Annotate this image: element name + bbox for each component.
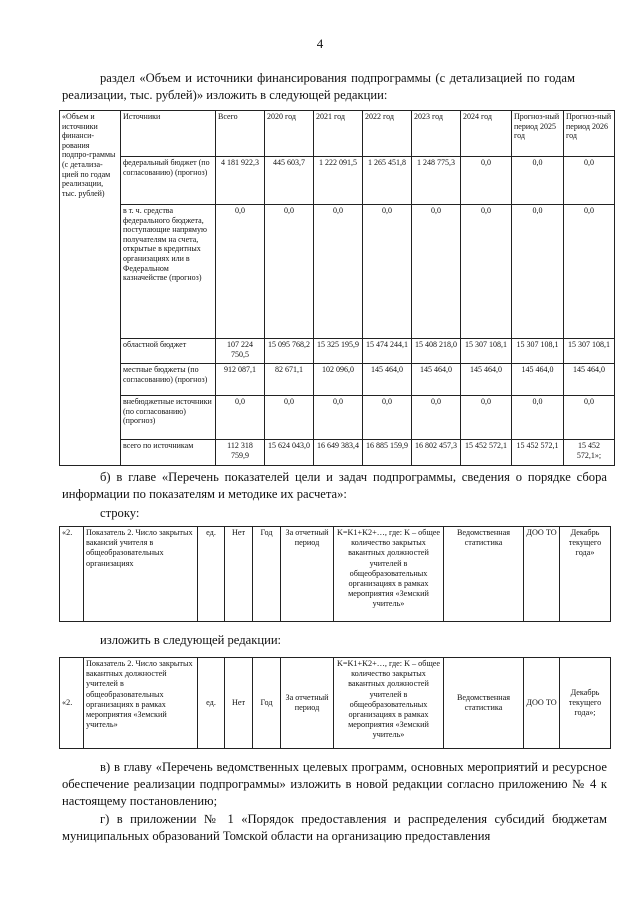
fin-value: 112 318 759,9 [216,440,265,466]
indicator-cell: ед. [198,658,225,749]
table-row [60,157,615,205]
paragraph-b: б) в главе «Перечень показателей цели и задач подпрограммы, сведения о порядке сбора информации по показателям и методике их расчета»: [62,470,607,501]
paragraph-v: в) в главу «Перечень ведомственных целевых программ, основных мероприятий и ресурсное обеспечение реализации подпрограммы» изложить в новой редакции согласно приложению № 4 к настоящему постановлению; [62,760,607,808]
fin-header-cell: Всего [216,111,265,157]
table-row [60,440,615,466]
fin-source: всего по источникам [121,440,216,466]
fin-value: 0,0 [564,205,615,339]
indicator-cell: ДОО ТО [524,527,560,622]
fin-header-cell: 2024 год [461,111,512,157]
fin-source: областной бюджет [121,339,216,364]
indicator-table-old [59,526,611,622]
fin-value: 15 307 108,1 [461,339,512,364]
fin-value: 0,0 [314,205,363,339]
indicator-cell: Декабрь текущего года» [560,527,611,622]
financing-table [59,110,615,466]
fin-source: в т. ч. средства федерального бюджета, поступающие напрямую получателям на счета, открытые в кредитных организациях или в Федеральном казначействе (прогноз) [121,205,216,339]
line-izlozhit: изложить в следующей редакции: [100,633,282,647]
indicator-cell: Год [253,527,281,622]
fin-value: 0,0 [314,396,363,440]
fin-value: 0,0 [363,396,412,440]
fin-header-cell: Прогноз-ный период 2025 год [512,111,564,157]
fin-value: 0,0 [461,205,512,339]
fin-first-col: «Объем и источники финанси-рования подпро-граммы (с детализа-цией по годам реализации, тыс. рублей) [60,111,121,466]
fin-value: 0,0 [564,157,615,205]
fin-header-cell: Источники [121,111,216,157]
fin-value: 0,0 [216,205,265,339]
fin-value: 16 802 457,3 [412,440,461,466]
indicator-cell: Декабрь текущего года»; [560,658,611,749]
fin-source: внебюджетные источники (по согласованию) (прогноз) [121,396,216,440]
fin-value: 0,0 [412,396,461,440]
fin-value: 0,0 [265,396,314,440]
indicator-cell: ед. [198,527,225,622]
fin-value: 82 671,1 [265,364,314,396]
table-row [60,658,611,749]
fin-value: 145 464,0 [512,364,564,396]
indicator-cell: Показатель 2. Число закрытых вакантных должностей учителей в общеобразовательных организациях в рамках мероприятия «Земский учитель» [84,658,198,749]
table-row [60,396,615,440]
fin-value: 145 464,0 [564,364,615,396]
fin-value: 15 095 768,2 [265,339,314,364]
fin-value: 15 325 195,9 [314,339,363,364]
fin-value: 102 096,0 [314,364,363,396]
intro-paragraph: раздел «Объем и источники финансирования подпрограммы (с детализацией по годам реализации, тыс. рублей)» изложить в следующей редакции: [62,71,575,102]
fin-value: 0,0 [512,157,564,205]
fin-value: 15 452 572,1 [461,440,512,466]
indicator-cell: За отчетный период [281,527,334,622]
fin-value: 145 464,0 [412,364,461,396]
indicator-cell: За отчетный период [281,658,334,749]
fin-value: 16 649 383,4 [314,440,363,466]
fin-header-cell: 2020 год [265,111,314,157]
table-row [60,205,615,339]
fin-value: 145 464,0 [461,364,512,396]
fin-value: 107 224 750,5 [216,339,265,364]
indicator-cell: Ведомственная статистика [444,658,524,749]
fin-value: 0,0 [461,157,512,205]
indicator-cell: K=K1+K2+…, где: K – общее количество закрытых вакантных должностей учителей в общеобразовательных организациях в рамках мероприятия «Земский учитель» [334,658,444,749]
fin-source: местные бюджеты (по согласованию) (прогноз) [121,364,216,396]
fin-value: 1 222 091,5 [314,157,363,205]
fin-value: 0,0 [461,396,512,440]
fin-value: 0,0 [412,205,461,339]
table-row [60,364,615,396]
fin-value: 0,0 [512,205,564,339]
line-stroku: строку: [100,506,140,520]
indicator-cell: «2. [60,527,84,622]
fin-header-cell: 2023 год [412,111,461,157]
fin-value: 15 452 572,1»; [564,440,615,466]
fin-value: 1 265 451,8 [363,157,412,205]
fin-value: 0,0 [564,396,615,440]
paragraph-g: г) в приложении № 1 «Порядок предоставления и распределения субсидий бюджетам муниципальных образований Томской области на организацию предоставления [62,812,607,843]
fin-value: 0,0 [363,205,412,339]
fin-value: 0,0 [512,396,564,440]
indicator-table-new [59,657,611,749]
indicator-cell: ДОО ТО [524,658,560,749]
table-row [60,527,611,622]
fin-value: 0,0 [216,396,265,440]
fin-value: 0,0 [265,205,314,339]
table-row [60,339,615,364]
indicator-cell: Год [253,658,281,749]
fin-header-cell: 2022 год [363,111,412,157]
indicator-cell: Ведомственная статистика [444,527,524,622]
fin-value: 912 087,1 [216,364,265,396]
fin-value: 15 474 244,1 [363,339,412,364]
fin-value: 15 624 043,0 [265,440,314,466]
fin-source: федеральный бюджет (по согласованию) (прогноз) [121,157,216,205]
fin-header-cell: Прогноз-ный период 2026 год [564,111,615,157]
fin-value: 15 452 572,1 [512,440,564,466]
page-number: 4 [316,36,324,51]
fin-value: 15 307 108,1 [512,339,564,364]
fin-value: 4 181 922,3 [216,157,265,205]
indicator-cell: «2. [60,658,84,749]
fin-value: 16 885 159,9 [363,440,412,466]
indicator-cell: K=K1+K2+…, где: K – общее количество закрытых вакантных должностей учителей в общеобразовательных организациях в рамках мероприятия «Земский учитель» [334,527,444,622]
indicator-cell: Показатель 2. Число закрытых вакансий учителя в общеобразовательных организациях [84,527,198,622]
indicator-cell: Нет [225,527,253,622]
fin-header-cell: 2021 год [314,111,363,157]
fin-value: 1 248 775,3 [412,157,461,205]
fin-value: 445 603,7 [265,157,314,205]
fin-value: 145 464,0 [363,364,412,396]
indicator-cell: Нет [225,658,253,749]
fin-value: 15 408 218,0 [412,339,461,364]
fin-value: 15 307 108,1 [564,339,615,364]
